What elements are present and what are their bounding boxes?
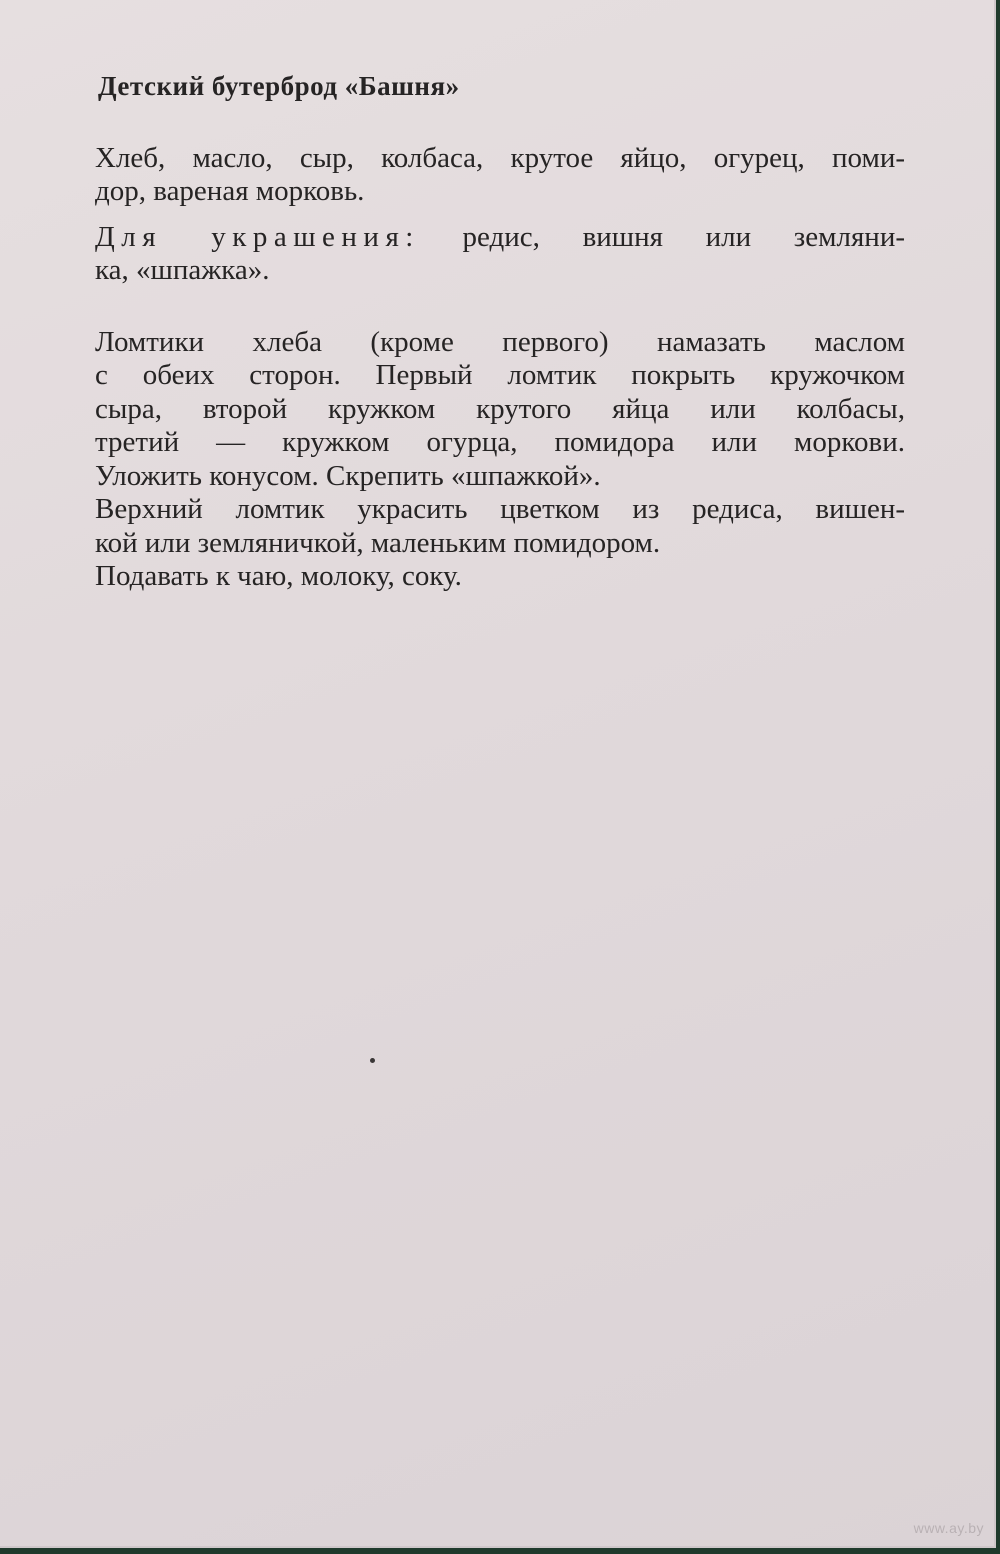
method-line: Уложить конусом. Скрепить «шпажкой».: [95, 459, 601, 492]
decoration-items: редис, вишня или земляни-: [419, 220, 905, 253]
method-line: кой или земляничкой, маленьким помидором.: [95, 526, 661, 559]
ingredients-line-2: дор, вареная морковь.: [95, 175, 365, 207]
method-line: Ломтики хлеба (кроме первого) намазать маслом: [95, 325, 905, 358]
method-line: Подавать к чаю, молоку, соку.: [95, 560, 462, 592]
method-line: третий — кружком огурца, помидора или моркови.: [95, 426, 905, 458]
method-line: сыра, второй кружком крутого яйца или колбасы,: [95, 392, 905, 425]
decoration-line-1: [95, 221, 905, 255]
recipe-text: [95, 70, 905, 594]
ingredients-paragraph: [95, 142, 905, 209]
ingredients-line-1: Хлеб, масло, сыр, колбаса, крутое яйцо, огурец, поми-: [95, 141, 905, 174]
watermark: www.ay.by: [913, 1520, 984, 1536]
decoration-line-2: ка, «шпажка».: [95, 254, 270, 286]
recipe-title: Детский бутерброд «Башня»: [98, 71, 460, 101]
method-paragraph: [95, 326, 905, 594]
method-line: Верхний ломтик украсить цветком из редиса, вишен-: [95, 493, 905, 525]
method-line: с обеих сторон. Первый ломтик покрыть кружочком: [95, 359, 905, 391]
decoration-paragraph: [95, 221, 905, 288]
decoration-label: Для украшения:: [95, 220, 420, 253]
ink-speck: [370, 1058, 375, 1063]
